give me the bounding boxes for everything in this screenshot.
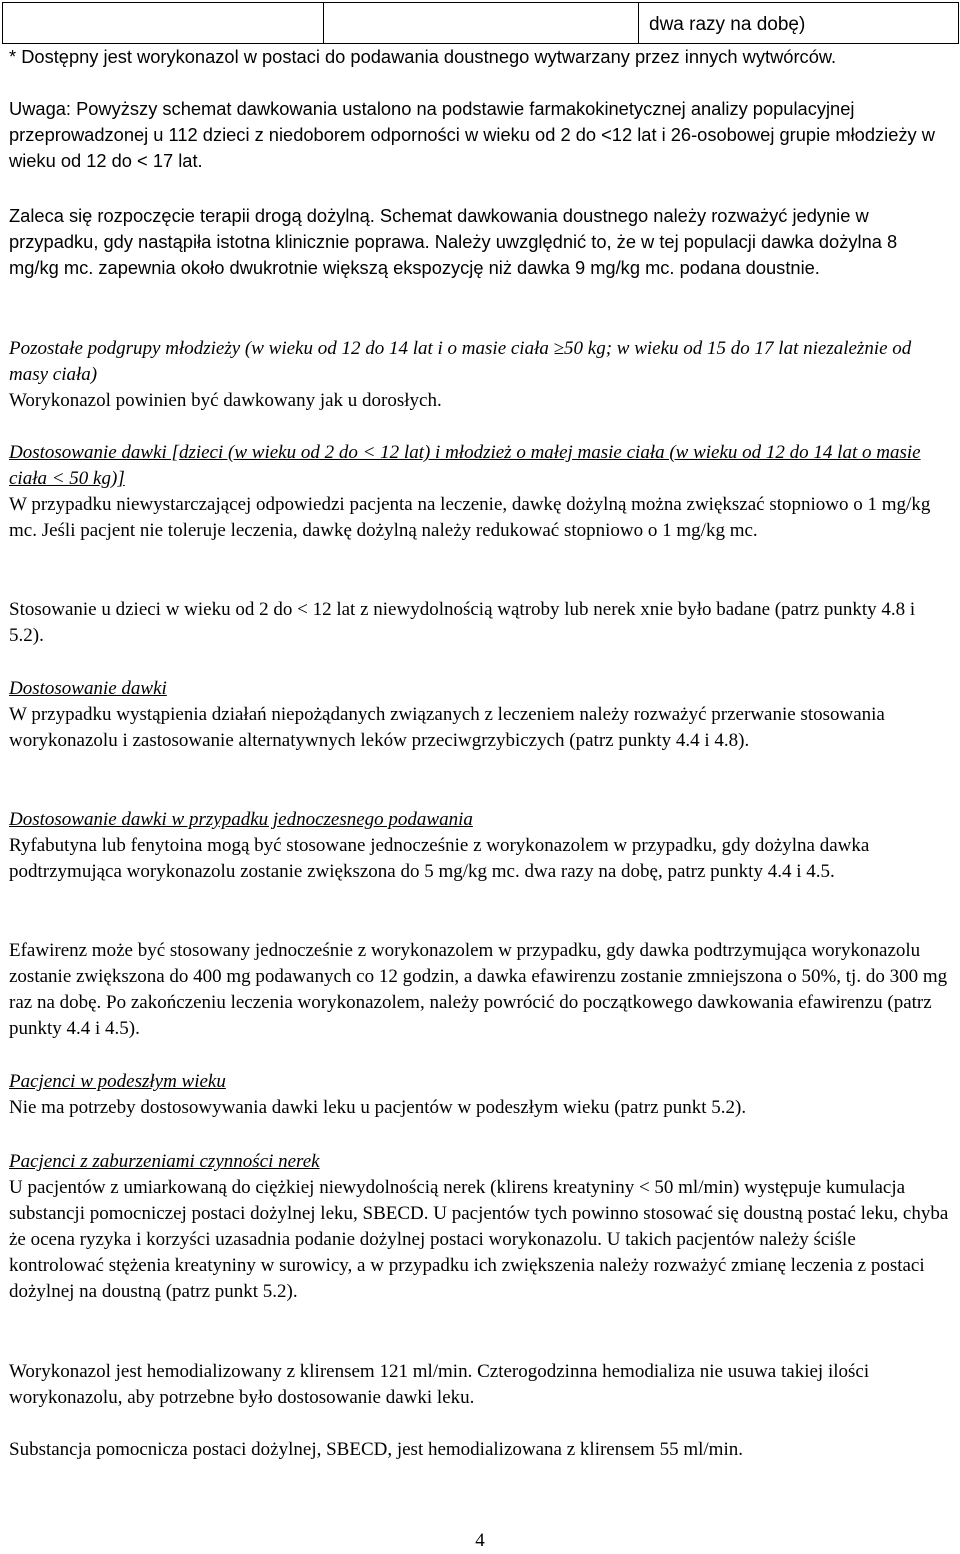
section-heading: Dostosowanie dawki w przypadku jednoczesnego podawania <box>9 809 473 830</box>
section-heading: Pozostałe podgrupy młodzieży (w wieku od 12 do 14 lat i o masie ciała ≥50 kg; w wieku od 15 do 17 lat niezależnie od masy ciała) <box>9 338 912 385</box>
section-text: W przypadku niewystarczającej odpowiedzi pacjenta na leczenie, dawkę dożylną można zwiększać stopniowo o 1 mg/kg mc. Jeśli pacjent nie toleruje leczenia, dawkę dożylną należy redukować stopniowo o 1 mg/kg mc. <box>9 494 931 541</box>
section-dose-adjustment <box>9 676 954 754</box>
section-adolescent-subgroups <box>9 336 954 414</box>
section-co-administration <box>9 807 954 885</box>
section-heading: Pacjenci w podeszłym wieku <box>9 1071 226 1092</box>
section-renal-impairment <box>9 1149 954 1305</box>
section-elderly <box>9 1069 954 1121</box>
section-heading: Dostosowanie dawki [dzieci (w wieku od 2 do < 12 lat) i młodzież o małej masie ciała (w wieku od 12 do 14 lat o masie ciała < 50 kg)] <box>9 442 921 489</box>
paragraph-iv-start: Zaleca się rozpoczęcie terapii drogą dożylną. Schemat dawkowania doustnego należy rozważyć jedynie w przypadku, gdy nastąpiła istotna klinicznie poprawa. Należy uwzględnić to, że w tej populacji dawka dożylna 8 mg/kg mc. zapewnia około dwukrotnie większą ekspozycję niż dawka 9 mg/kg mc. podana doustnie. <box>9 205 898 278</box>
section-text: Nie ma potrzeby dostosowywania dawki leku u pacjentów w podeszłym wieku (patrz punkt 5.2). <box>9 1097 747 1118</box>
paragraph-hemodialysis: Worykonazol jest hemodializowany z klirensem 121 ml/min. Czterogodzinna hemodializa nie usuwa takiej ilości worykonazolu, aby potrzebne było dostosowanie dawki leku. <box>9 1361 870 1408</box>
section-text: Ryfabutyna lub fenytoina mogą być stosowane jednocześnie z worykonazolem w przypadku, gdy dożylna dawka podtrzymująca worykonazolu zostanie zwiększona do 5 mg/kg mc. dwa razy na dobę, patrz punkty 4.4 i 4.5. <box>9 835 870 882</box>
table-cell: dwa razy na dobę) <box>639 2 959 44</box>
section-text: Worykonazol powinien być dawkowany jak u dorosłych. <box>9 390 442 411</box>
footnote-oral-availability: * Dostępny jest worykonazol w postaci do podawania doustnego wytwarzany przez innych wytwórców. <box>9 46 837 67</box>
note-population-pk: Uwaga: Powyższy schemat dawkowania ustalono na podstawie farmakokinetycznej analizy populacyjnej przeprowadzonej u 112 dzieci z niedoborem odporności w wieku od 2 do <12 lat i 26-osobowej grupie młodzieży w wieku od 12 do < 17 lat. <box>9 98 935 171</box>
dosing-table-fragment <box>2 2 959 44</box>
paragraph-sbecd-hemodialysis: Substancja pomocnicza postaci dożylnej, SBECD, jest hemodializowana z klirensem 55 ml/min. <box>9 1439 743 1460</box>
section-text: W przypadku wystąpienia działań niepożądanych związanych z leczeniem należy rozważyć przerwanie stosowania worykonazolu i zastosowanie alternatywnych leków przeciwgrzybiczych (patrz punkty 4.4 i 4.8). <box>9 704 885 751</box>
page-number: 4 <box>475 1530 485 1551</box>
section-heading: Dostosowanie dawki <box>9 678 167 699</box>
section-text: U pacjentów z umiarkowaną do ciężkiej niewydolnością nerek (klirens kreatyniny < 50 ml/min) występuje kumulacja substancji pomocniczej postaci dożylnej leku, SBECD. U pacjentów tych powinno stosować się doustną postać leku, chyba że ocena ryzyka i korzyści uzasadnia podanie dożylnej postaci worykonazolu. U takich pacjentów należy ściśle kontrolować stężenia kreatyniny w surowicy, a w przypadku ich zwiększenia należy rozważyć zmianę leczenia z postaci dożylnej na doustną (patrz punkt 5.2). <box>9 1177 949 1302</box>
table-cell <box>2 2 324 44</box>
section-dose-adjustment-children <box>9 440 954 544</box>
paragraph-efavirenz: Efawirenz może być stosowany jednocześnie z worykonazolem w przypadku, gdy dawka podtrzymująca worykonazolu zostanie zwiększona do 400 mg podawanych co 12 godzin, a dawka efawirenzu zostanie zmniejszona o 50%, tj. do 300 mg raz na dobę. Po zakończeniu leczenia worykonazolem, należy powrócić do początkowego dawkowania efawirenzu (patrz punkty 4.4 i 4.5). <box>9 940 948 1039</box>
paragraph-hepatic-renal-children: Stosowanie u dzieci w wieku od 2 do < 12 lat z niewydolnością wątroby lub nerek xnie było badane (patrz punkty 4.8 i 5.2). <box>9 599 916 646</box>
section-heading: Pacjenci z zaburzeniami czynności nerek <box>9 1151 320 1172</box>
table-cell <box>324 2 639 44</box>
